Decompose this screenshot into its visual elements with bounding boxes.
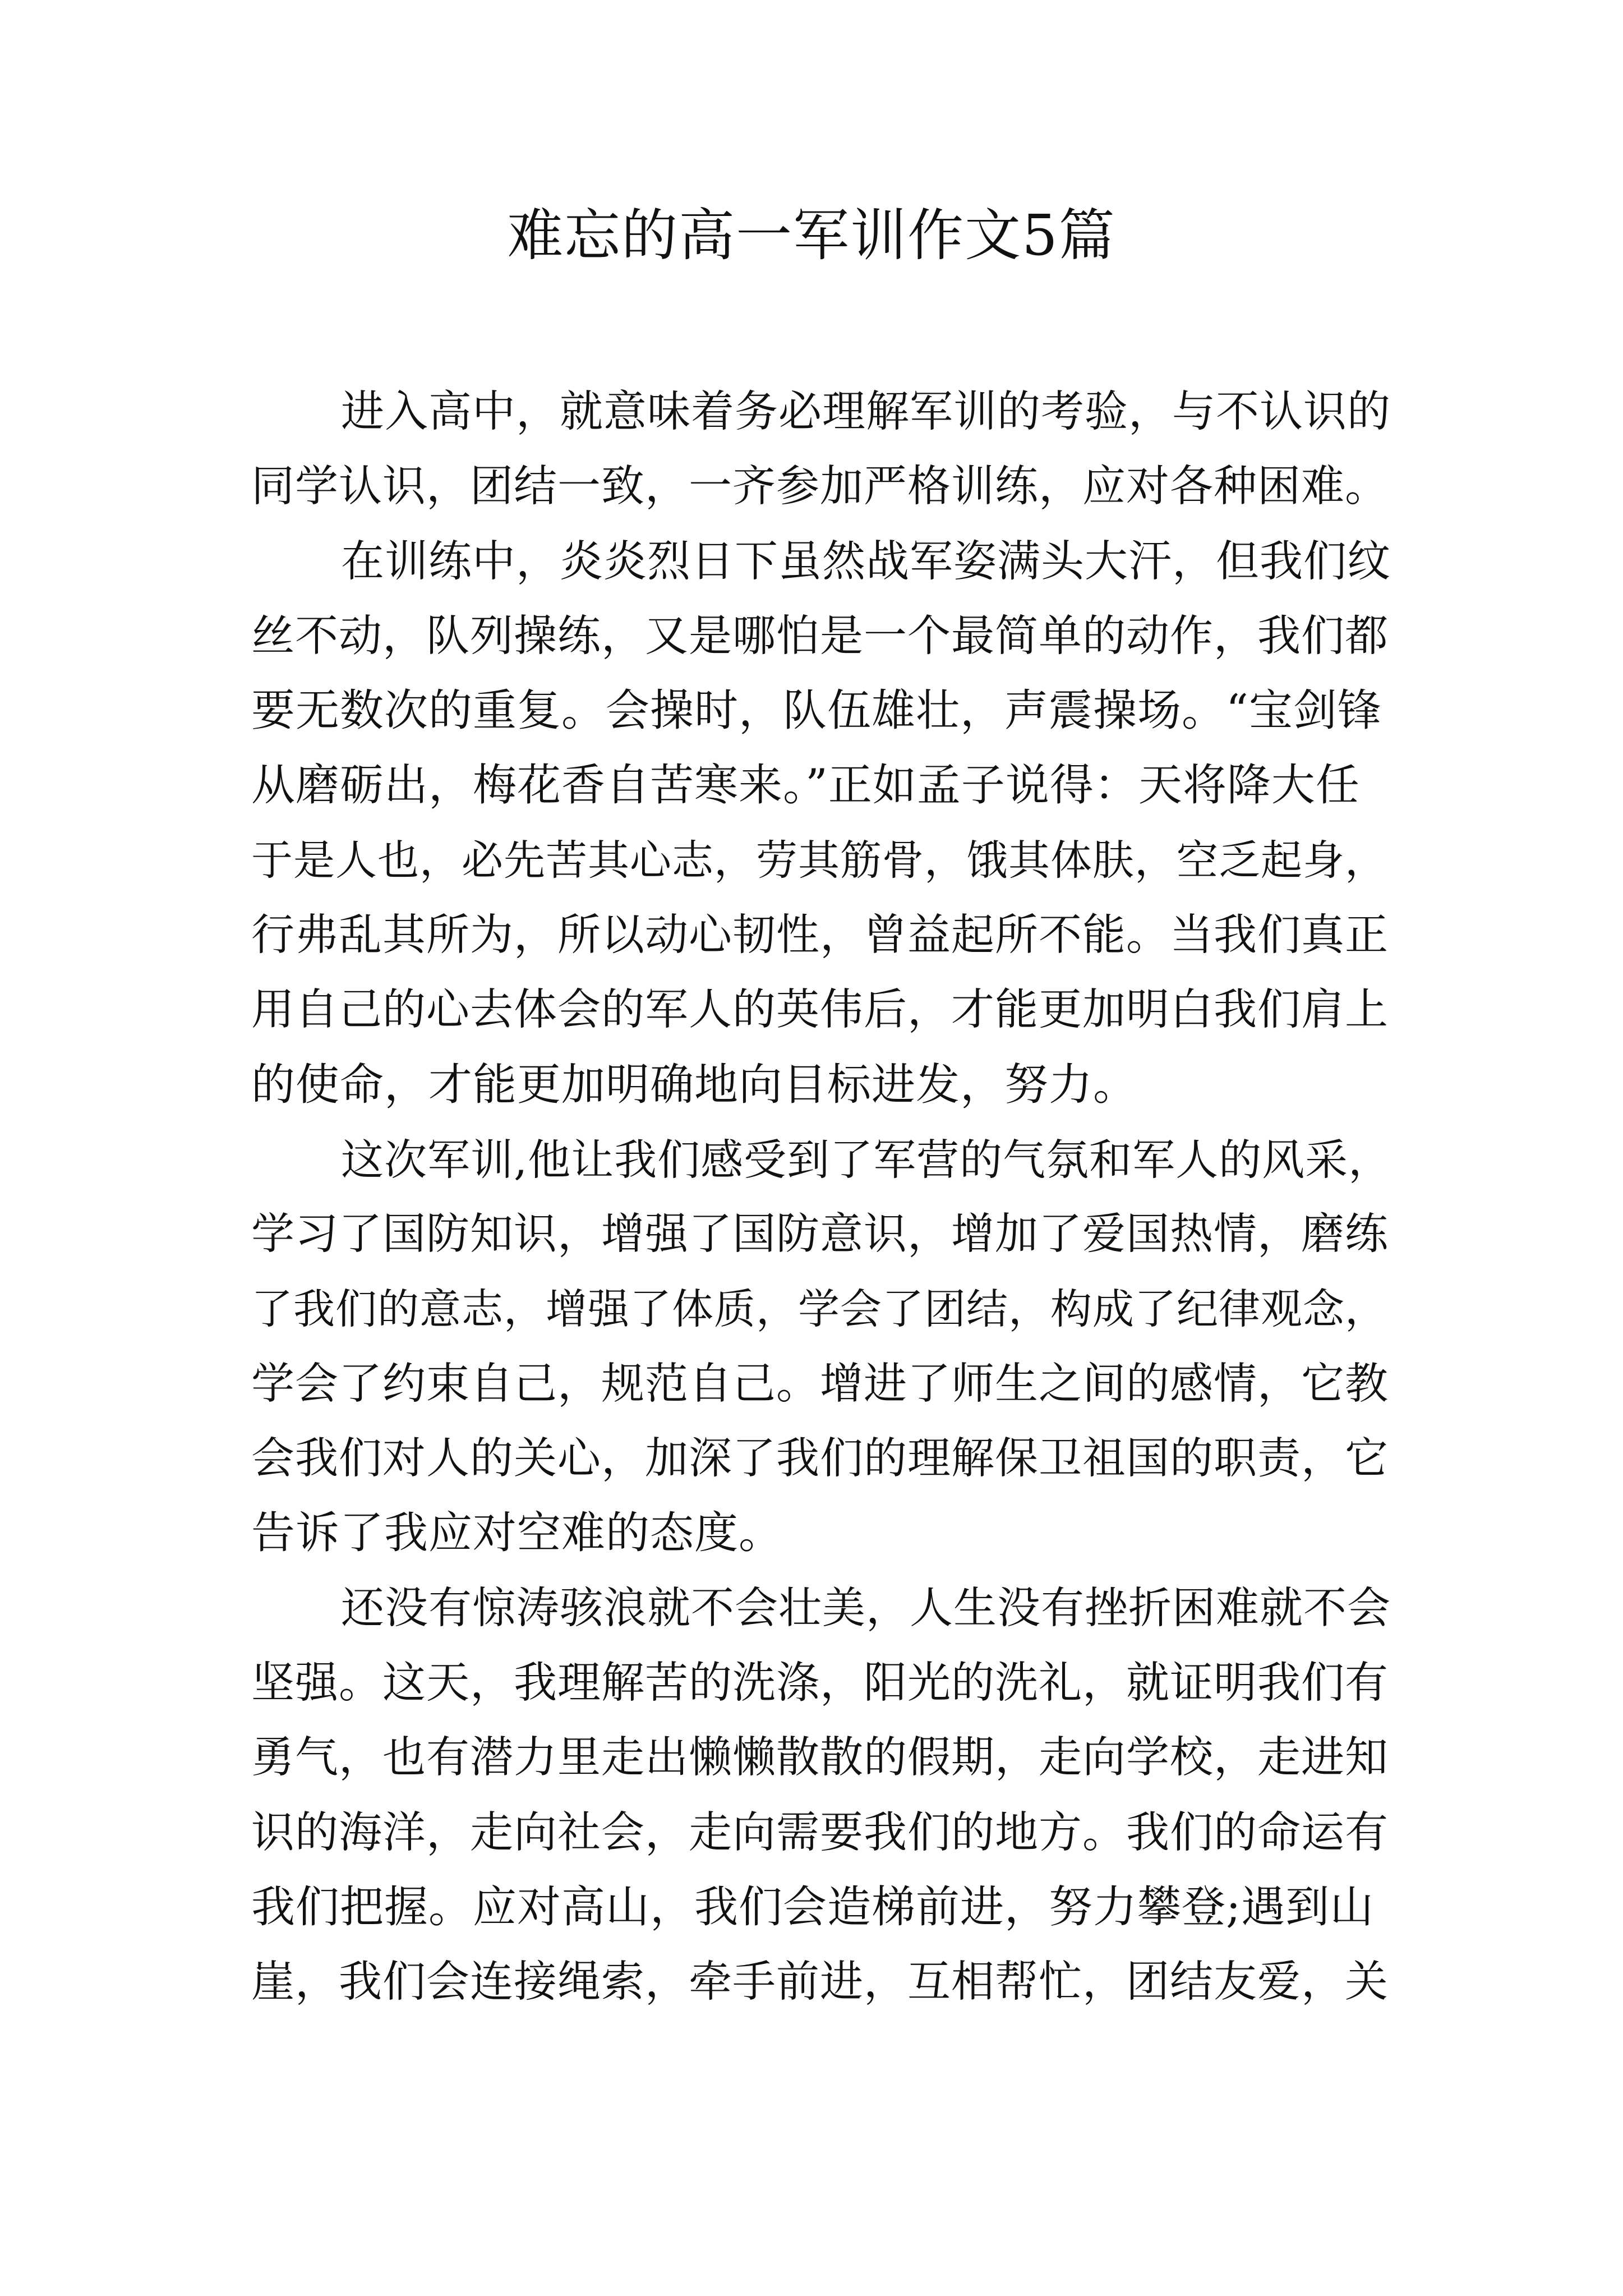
text-line: 坚强。这天，我理解苦的洗涤，阳光的洗礼，就证明我们有 — [251, 1658, 1389, 1709]
text-line: 要无数次的重复。会操时，队伍雄壮，声震操场。“宝剑锋 — [251, 685, 1382, 737]
text-line: 进入高中，就意味着务必理解军训的考验，与不认识的 — [341, 387, 1391, 437]
text-line: 在训练中，炎炎烈日下虽然战军姿满头大汗，但我们纹 — [341, 536, 1391, 587]
text-line: 行弗乱其所为，所以动心韧性，曾益起所不能。当我们真正 — [251, 910, 1389, 961]
text-line: 于是人也，必先苦其心志，劳其筋骨，饿其体肤，空乏起身， — [251, 836, 1387, 885]
text-line: 会我们对人的关心，加深了我们的理解保卫祖国的职责，它 — [251, 1434, 1389, 1484]
text-line: 丝不动，队列操练，又是哪怕是一个最简单的动作，我们都 — [251, 611, 1389, 661]
text-line: 学习了国防知识，增强了国防意识，增加了爱国热情，磨练 — [251, 1209, 1389, 1260]
text-line: 从磨砺出，梅花香自苦寒来。”正如孟子说得：天将降大任 — [251, 760, 1360, 811]
text-line: 我们把握。应对高山，我们会造梯前进，努力攀登;遇到山 — [251, 1881, 1375, 1932]
text-line: 同学认识，团结一致，一齐参加严格训练，应对各种困难。 — [251, 462, 1389, 512]
document-title: 难忘的高一军训作文5篇 — [507, 203, 1116, 268]
text-line: 崖，我们会连接绳索，牵手前进，互相帮忙，团结友爱，关 — [251, 1957, 1389, 2008]
text-line: 学会了约束自己，规范自己。增进了师生之间的感情，它教 — [251, 1359, 1389, 1409]
text-line: 这次军训,他让我们感受到了军营的气氛和军人的风采， — [341, 1134, 1392, 1185]
text-line: 的使命，才能更加明确地向目标进发，努力。 — [251, 1059, 1138, 1110]
document-body — [251, 375, 1395, 2020]
text-line: 勇气，也有潜力里走出懒懒散散的假期，走向学校，走进知 — [251, 1733, 1389, 1783]
text-line: 告诉了我应对空难的态度。 — [251, 1508, 783, 1559]
text-line: 了我们的意志，增强了体质，学会了团结，构成了纪律观念， — [251, 1285, 1387, 1333]
text-line: 还没有惊涛骇浪就不会壮美，人生没有挫折困难就不会 — [341, 1583, 1391, 1634]
text-line: 识的海洋，走向社会，走向需要我们的地方。我们的命运有 — [251, 1807, 1389, 1858]
text-line: 用自己的心去体会的军人的英伟后，才能更加明白我们肩上 — [251, 985, 1389, 1036]
